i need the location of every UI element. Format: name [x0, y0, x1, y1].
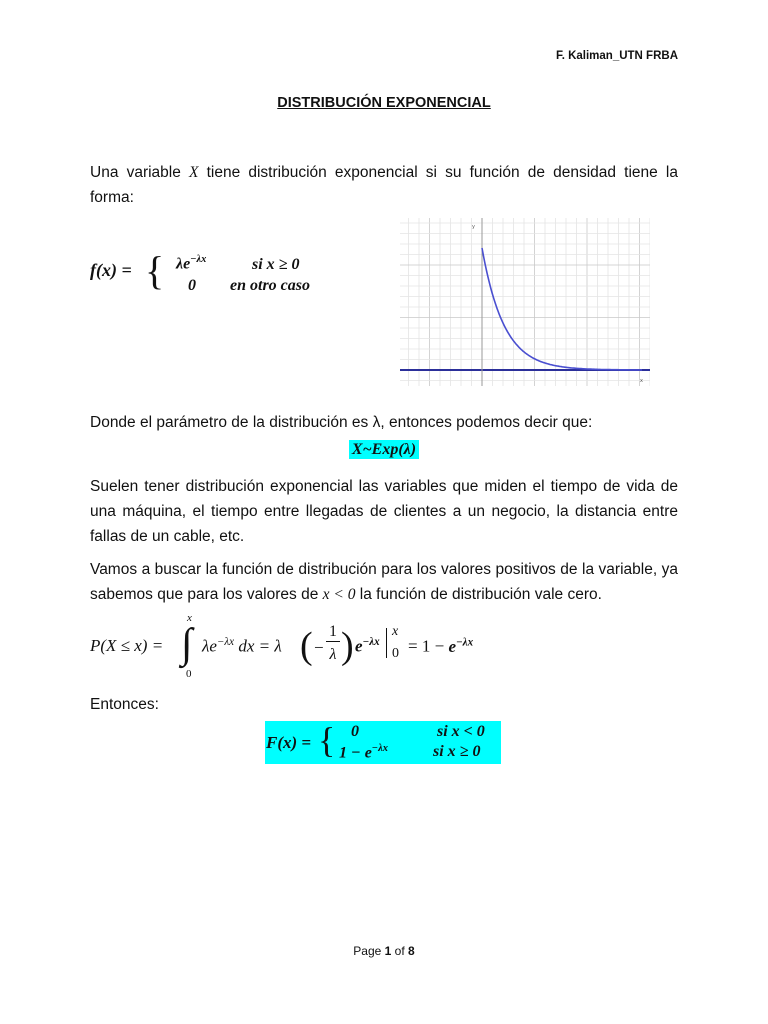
density-case1-expr: $\lambda e^{-\lambda x}$	[176, 254, 207, 273]
frac-denominator: λ	[329, 646, 337, 663]
integral-result: = $1 - e^{-\lambda x}$	[408, 636, 474, 656]
cdf-brace: {	[318, 720, 336, 760]
page-title: DISTRIBUCIÓN EXPONENCIAL	[277, 95, 491, 111]
cdf-intro-paragraph: Vamos a buscar la función de distribución para los valores positivos de la variable, ya sabemos que para los valores de x < 0 la función de distribución vale cero.	[90, 561, 678, 603]
condition-x-negative: x < 0	[322, 586, 356, 603]
header-author: F. Kaliman_UTN FRBA	[555, 50, 678, 62]
eval-lower: 0	[392, 646, 399, 661]
integrand: $\lambda e^{-\lambda x}$ dx = λ	[202, 636, 282, 656]
intro-paragraph: Una variable X tiene distribución exponencial si su función de densidad tiene la forma:	[90, 164, 678, 206]
notation-highlight: X~Exp(λ)	[349, 440, 419, 459]
page-number: 1	[384, 944, 392, 958]
integral-upper-limit: x	[187, 612, 192, 624]
variable-x: X	[189, 164, 199, 181]
cdf-case2-expr: $1 - e^{-\lambda x}$	[339, 743, 388, 762]
parameter-sentence: Donde el parámetro de la distribución es λ, entonces podemos decir que:	[90, 414, 593, 431]
density-case1-cond: si x ≥ 0	[252, 256, 300, 273]
cdf-case1-expr: 0	[351, 723, 359, 740]
integral-lhs: P(X ≤ x) =	[90, 636, 164, 655]
integral-lower-limit: 0	[186, 668, 192, 680]
then-label: Entonces:	[90, 696, 159, 713]
evaluation-bar	[386, 628, 387, 658]
cdf-formula	[265, 721, 501, 764]
page-total: 8	[408, 944, 415, 958]
paren-open: (	[300, 625, 313, 667]
density-case2-expr: 0	[188, 277, 196, 294]
notation-row	[0, 441, 768, 459]
frac-minus: −	[314, 638, 324, 657]
density-formula	[90, 250, 390, 310]
density-brace: {	[145, 248, 165, 293]
density-lhs: f(x) =	[90, 260, 132, 280]
density-case2-cond: en otro caso	[230, 277, 310, 294]
integral-sign: ∫	[181, 621, 193, 667]
integral-derivation	[90, 612, 610, 684]
cdf-lhs: F(x) =	[266, 733, 312, 752]
chart-background	[400, 218, 650, 386]
frac-numerator: 1	[326, 623, 340, 642]
examples-paragraph: Suelen tener distribución exponencial las variables que miden el tiempo de vida de una máquina, el tiempo entre llegadas de clientes a un negocio, la distancia entre fallas de un cable, etc.	[90, 478, 678, 545]
y-axis-label: y	[472, 224, 475, 230]
paren-close: )	[341, 625, 354, 667]
antiderivative: $e^{-\lambda x}$	[355, 636, 380, 656]
cdf-case1-cond: si x < 0	[437, 723, 485, 740]
eval-upper: x	[392, 624, 399, 639]
x-axis-label: x	[640, 378, 643, 384]
density-chart	[400, 218, 650, 386]
cdf-case2-cond: si x ≥ 0	[433, 743, 481, 760]
page-footer: Page 1 of 8	[353, 944, 415, 958]
